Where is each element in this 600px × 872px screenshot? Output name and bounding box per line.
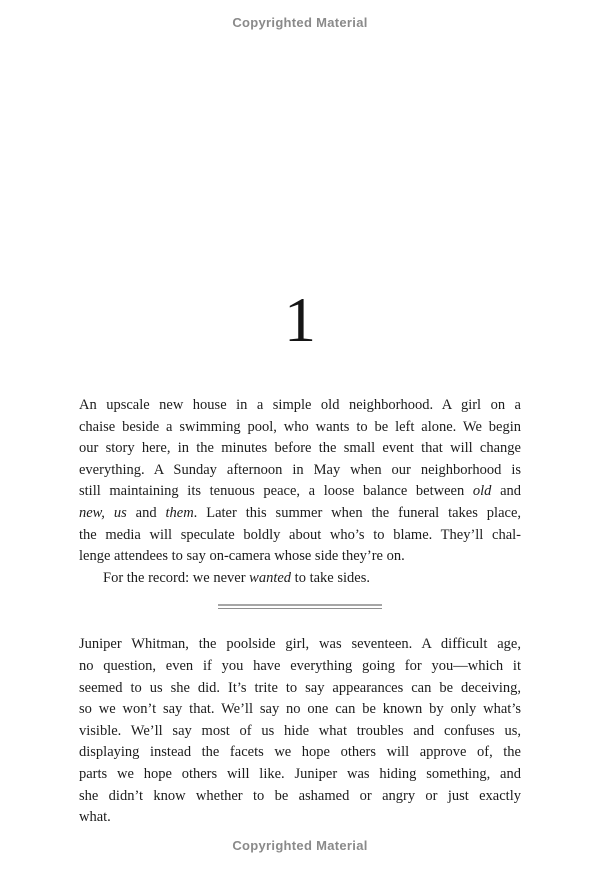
text-line: everything. A Sunday afternoon in May when our neighborhood is — [79, 461, 521, 478]
text-line: visible. We’ll say most of us hide what troubles and confuses us, — [79, 722, 521, 739]
text-line: new, us and them. Later this summer when the funeral takes place, — [79, 504, 522, 521]
text-line: what. — [79, 809, 111, 826]
copyright-notice-bottom: Copyrighted Material — [232, 838, 368, 853]
text-line: still maintaining its tenuous peace, a loose balance between old and — [79, 483, 522, 500]
chapter-number: 1 — [284, 284, 316, 355]
text-line: she didn’t know whether to be ashamed or angry or just exactly — [79, 787, 521, 804]
divider-rule-bottom — [218, 608, 382, 609]
copyright-notice-top: Copyrighted Material — [232, 15, 368, 30]
text-line: parts we hope others will like. Juniper was hiding something, and — [79, 765, 521, 782]
text-line: chaise beside a swimming pool, who wants to be left alone. We begin — [79, 418, 521, 435]
body-text — [79, 395, 521, 829]
divider-rule-top — [218, 604, 382, 606]
text-line: displaying instead the facets we hope others will approve of, the — [79, 744, 521, 761]
paragraph-2 — [79, 634, 521, 828]
text-line: so we won’t say that. We’ll say no one can be known by only what’s — [79, 701, 521, 718]
text-line: the media will speculate boldly about who’s to blame. They’ll chal- — [79, 526, 521, 543]
section-divider — [218, 604, 382, 609]
text-line: our story here, in the minutes before the small event that will change — [79, 440, 521, 457]
paragraph-1 — [79, 395, 521, 589]
text-line: lenge attendees to say on-camera whose side they’re on. — [79, 548, 405, 565]
text-line: no question, even if you have everything going for you—which it — [79, 657, 521, 674]
text-line: seemed to us she did. It’s trite to say appearances can be deceiving, — [79, 679, 521, 696]
text-line: An upscale new house in a simple old neighborhood. A girl on a — [79, 397, 521, 413]
text-line: For the record: we never wanted to take sides. — [103, 569, 370, 586]
text-line: Juniper Whitman, the poolside girl, was seventeen. A difficult age, — [79, 636, 521, 653]
